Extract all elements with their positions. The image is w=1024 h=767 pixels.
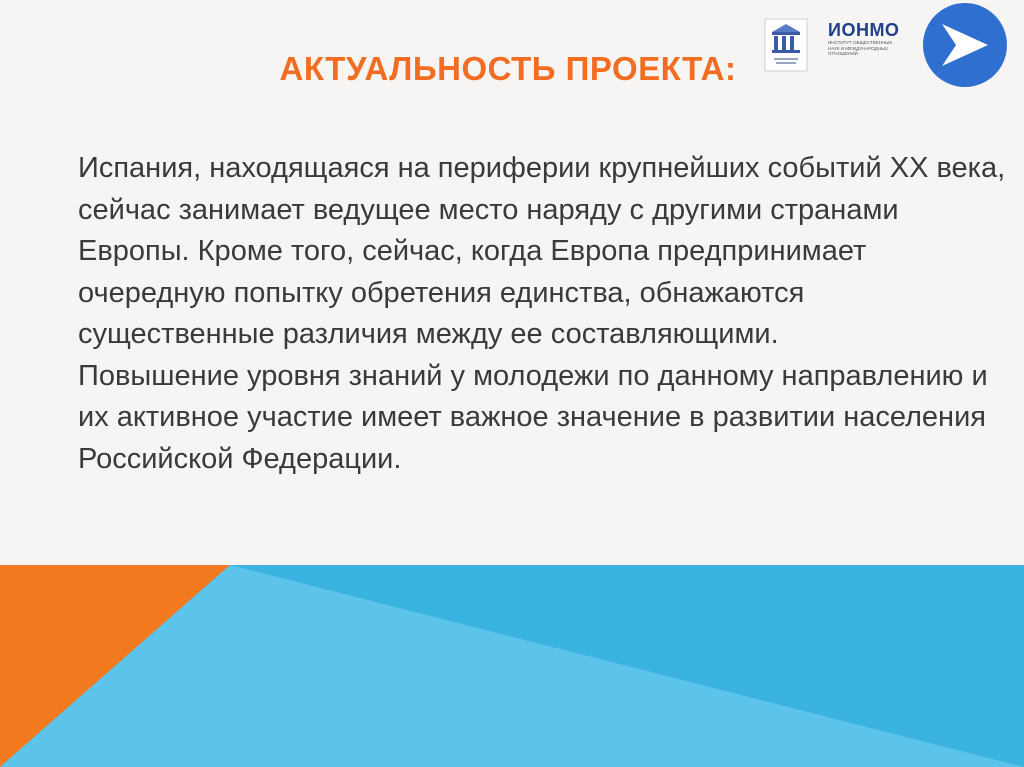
slide-title <box>0 50 1024 88</box>
ionmo-logo-title: ИОНМО <box>828 20 900 40</box>
slide-title-text: АКТУАЛЬНОСТЬ ПРОЕКТА: <box>279 50 737 87</box>
ionmo-logo-subtitle: ИНСТИТУТ ОБЩЕСТВЕННЫХ НАУК И МЕЖДУНАРОДНЫХ ОТНОШЕНИЙ <box>828 40 893 56</box>
decorative-bottom-band <box>0 565 1024 767</box>
slide-body <box>78 148 1008 480</box>
paragraph-spain: Испания, находящаяся на периферии крупнейших событий XX века, сейчас занимает ведущее место наряду с другими странами Европы. Кроме того, сейчас, когда Европа предпринимает очередную попытку обретения единства, обнажаются существенные различия между ее составляющими. <box>78 152 1006 350</box>
paragraph-youth: Повышение уровня знаний у молодежи по данному направлению и их активное участие имеет важное значение в развитии населения Российской Федерации. <box>78 359 988 475</box>
